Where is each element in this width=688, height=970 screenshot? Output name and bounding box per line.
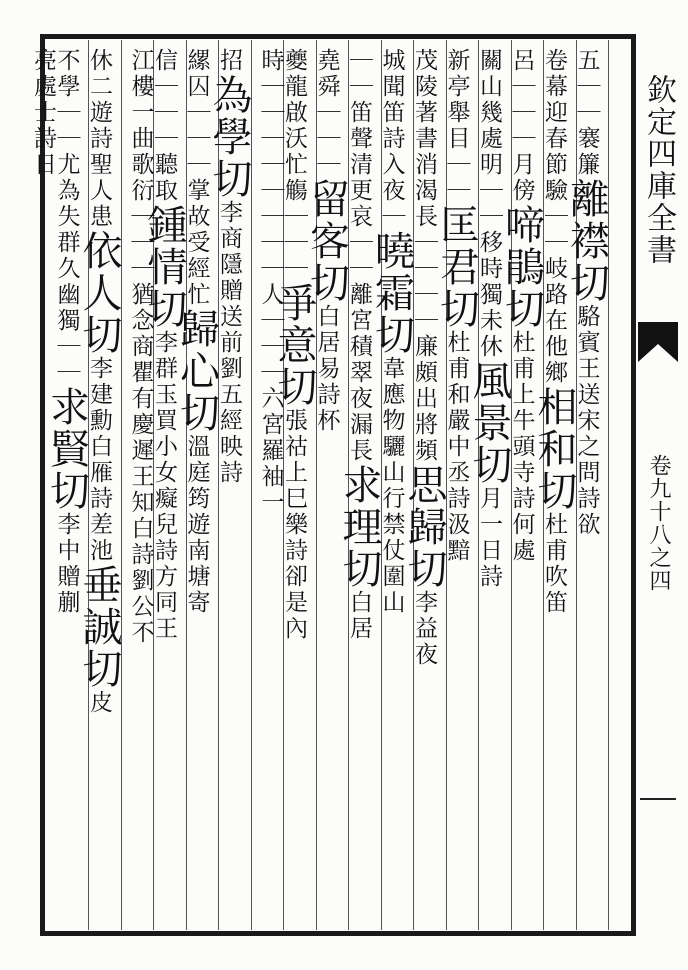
headword-text: 為學切 (206, 74, 252, 200)
headword-text: 求理切 (336, 464, 382, 590)
annotation-text: 日 (30, 152, 56, 178)
annotation-text: 堯舜｜｜｜ (313, 48, 340, 178)
annotation-text: 李中贈蒯 (53, 512, 80, 616)
annotation-text: 杜甫吹笛 (541, 512, 567, 616)
annotation-text: 白居易詩杯 (313, 304, 340, 434)
annotation-text: 皮 (86, 690, 112, 716)
annotation-text: ｜｜笛聲清更哀 (346, 48, 372, 230)
headword-text: 匡君切 (433, 204, 480, 330)
column-rule (121, 40, 122, 930)
annotation-text: 杜甫和嚴中丞詩汲黯 (443, 330, 470, 564)
headword-text: 鍾情切 (141, 204, 187, 330)
headword-text: 離襟切 (563, 178, 610, 304)
annotation-text: 新亭舉目｜｜ (443, 48, 470, 204)
annotation-text: 夔龍啟沃忙 (281, 48, 307, 178)
annotation-text: 白居 (346, 590, 372, 642)
text-column (254, 48, 284, 924)
annotation-text: 江樓一曲歌 (127, 48, 154, 178)
annotation-text: 五｜｜褰簾 (573, 48, 600, 178)
text-column (498, 48, 545, 924)
annotation-text: 信｜｜｜聽取 (151, 48, 177, 204)
text-column (531, 48, 577, 924)
annotation-text: 王知白詩劉公不 (127, 464, 154, 646)
annotation-text: 亮處士詩 (30, 48, 56, 152)
page-margin-strip (636, 34, 680, 936)
annotation-text: 李益夜 (411, 590, 437, 668)
annotation-text: ｜｜離宮積翠夜漏長 (346, 230, 372, 464)
text-column (563, 48, 610, 924)
headword-text: 曉霜切 (368, 230, 415, 356)
text-column (76, 48, 122, 924)
headword-text: 爭意切 (271, 282, 317, 408)
headword-text: 求賢切 (43, 386, 90, 512)
annotation-text: ｜｜移時獨未休 (476, 178, 502, 360)
headword-text: 依人切 (76, 230, 122, 356)
annotation-text: 城聞笛詩入夜｜ (378, 48, 405, 230)
annotation-text: 溫庭筠遊南塘寄 (183, 434, 210, 616)
annotation-text: 李群玉買小女癡兒詩方同王 (151, 330, 177, 642)
annotation-text: 韋應物驪山行禁仗圍山 (378, 356, 405, 616)
annotation-text: 茂陵著書消渴長 (411, 48, 437, 230)
headword-text: 歸心切 (173, 308, 220, 434)
margin-book-title: 欽定四庫全書 (641, 74, 676, 266)
margin-lower-rule (640, 798, 676, 800)
annotation-text: 張祜上巳樂詩卻是內 (281, 408, 307, 642)
margin-volume-number: 卷九十八之四 (646, 454, 671, 592)
annotation-text: 衍｜｜｜猶念商瞿有慶遲 (127, 178, 154, 464)
headword-text: 風景切 (466, 360, 512, 486)
annotation-text: 不學｜｜尤為 (53, 48, 80, 204)
annotation-text: 李商隱贈送前劉五經映詩 (216, 200, 242, 486)
annotation-text: 月一日詩 (476, 486, 502, 590)
annotation-text: 時｜｜｜｜ (257, 48, 284, 178)
annotation-text: 休二遊詩聖人患 (86, 48, 112, 230)
annotation-text: 驗｜｜岐路在他鄉 (541, 178, 567, 386)
text-column (26, 48, 56, 924)
annotation-text: 觴｜｜｜ (281, 178, 307, 282)
annotation-text: 關山幾處明 (476, 48, 502, 178)
headword-text: 思歸切 (401, 464, 447, 590)
text-column (141, 48, 187, 924)
annotation-text: 駱賓王送宋之問詩欲 (573, 304, 600, 538)
text-column (433, 48, 480, 924)
annotation-text: 呂｜｜｜月傍 (508, 48, 535, 204)
text-column (173, 48, 220, 924)
text-column (401, 48, 447, 924)
annotation-text: 縲囚｜｜｜掌故受經忙 (183, 48, 210, 308)
text-column (124, 48, 154, 924)
headword-text: 相和切 (531, 386, 577, 512)
text-column (336, 48, 382, 924)
headword-text: 垂誠切 (76, 564, 122, 690)
text-column (271, 48, 317, 924)
text-column (206, 48, 252, 924)
text-column (368, 48, 415, 924)
text-column (303, 48, 350, 924)
headword-text: 留客切 (303, 178, 350, 304)
annotation-text: 杜甫上牛頭寺詩何處 (508, 330, 535, 564)
annotation-text: 李建勳白雁詩差池 (86, 356, 112, 564)
text-column (466, 48, 512, 924)
annotation-text: 失群久幽獨｜｜ (53, 204, 80, 386)
fishtail-mark-icon (638, 326, 678, 362)
headword-text: 啼鵑切 (498, 204, 545, 330)
annotation-text: 招 (216, 48, 242, 74)
annotation-text: ｜｜｜｜人｜｜｜六宮羅袖一 (257, 178, 284, 516)
annotation-text: ｜｜｜｜廉頗出將頻 (411, 230, 437, 464)
annotation-text: 卷幕迎春節 (541, 48, 567, 178)
